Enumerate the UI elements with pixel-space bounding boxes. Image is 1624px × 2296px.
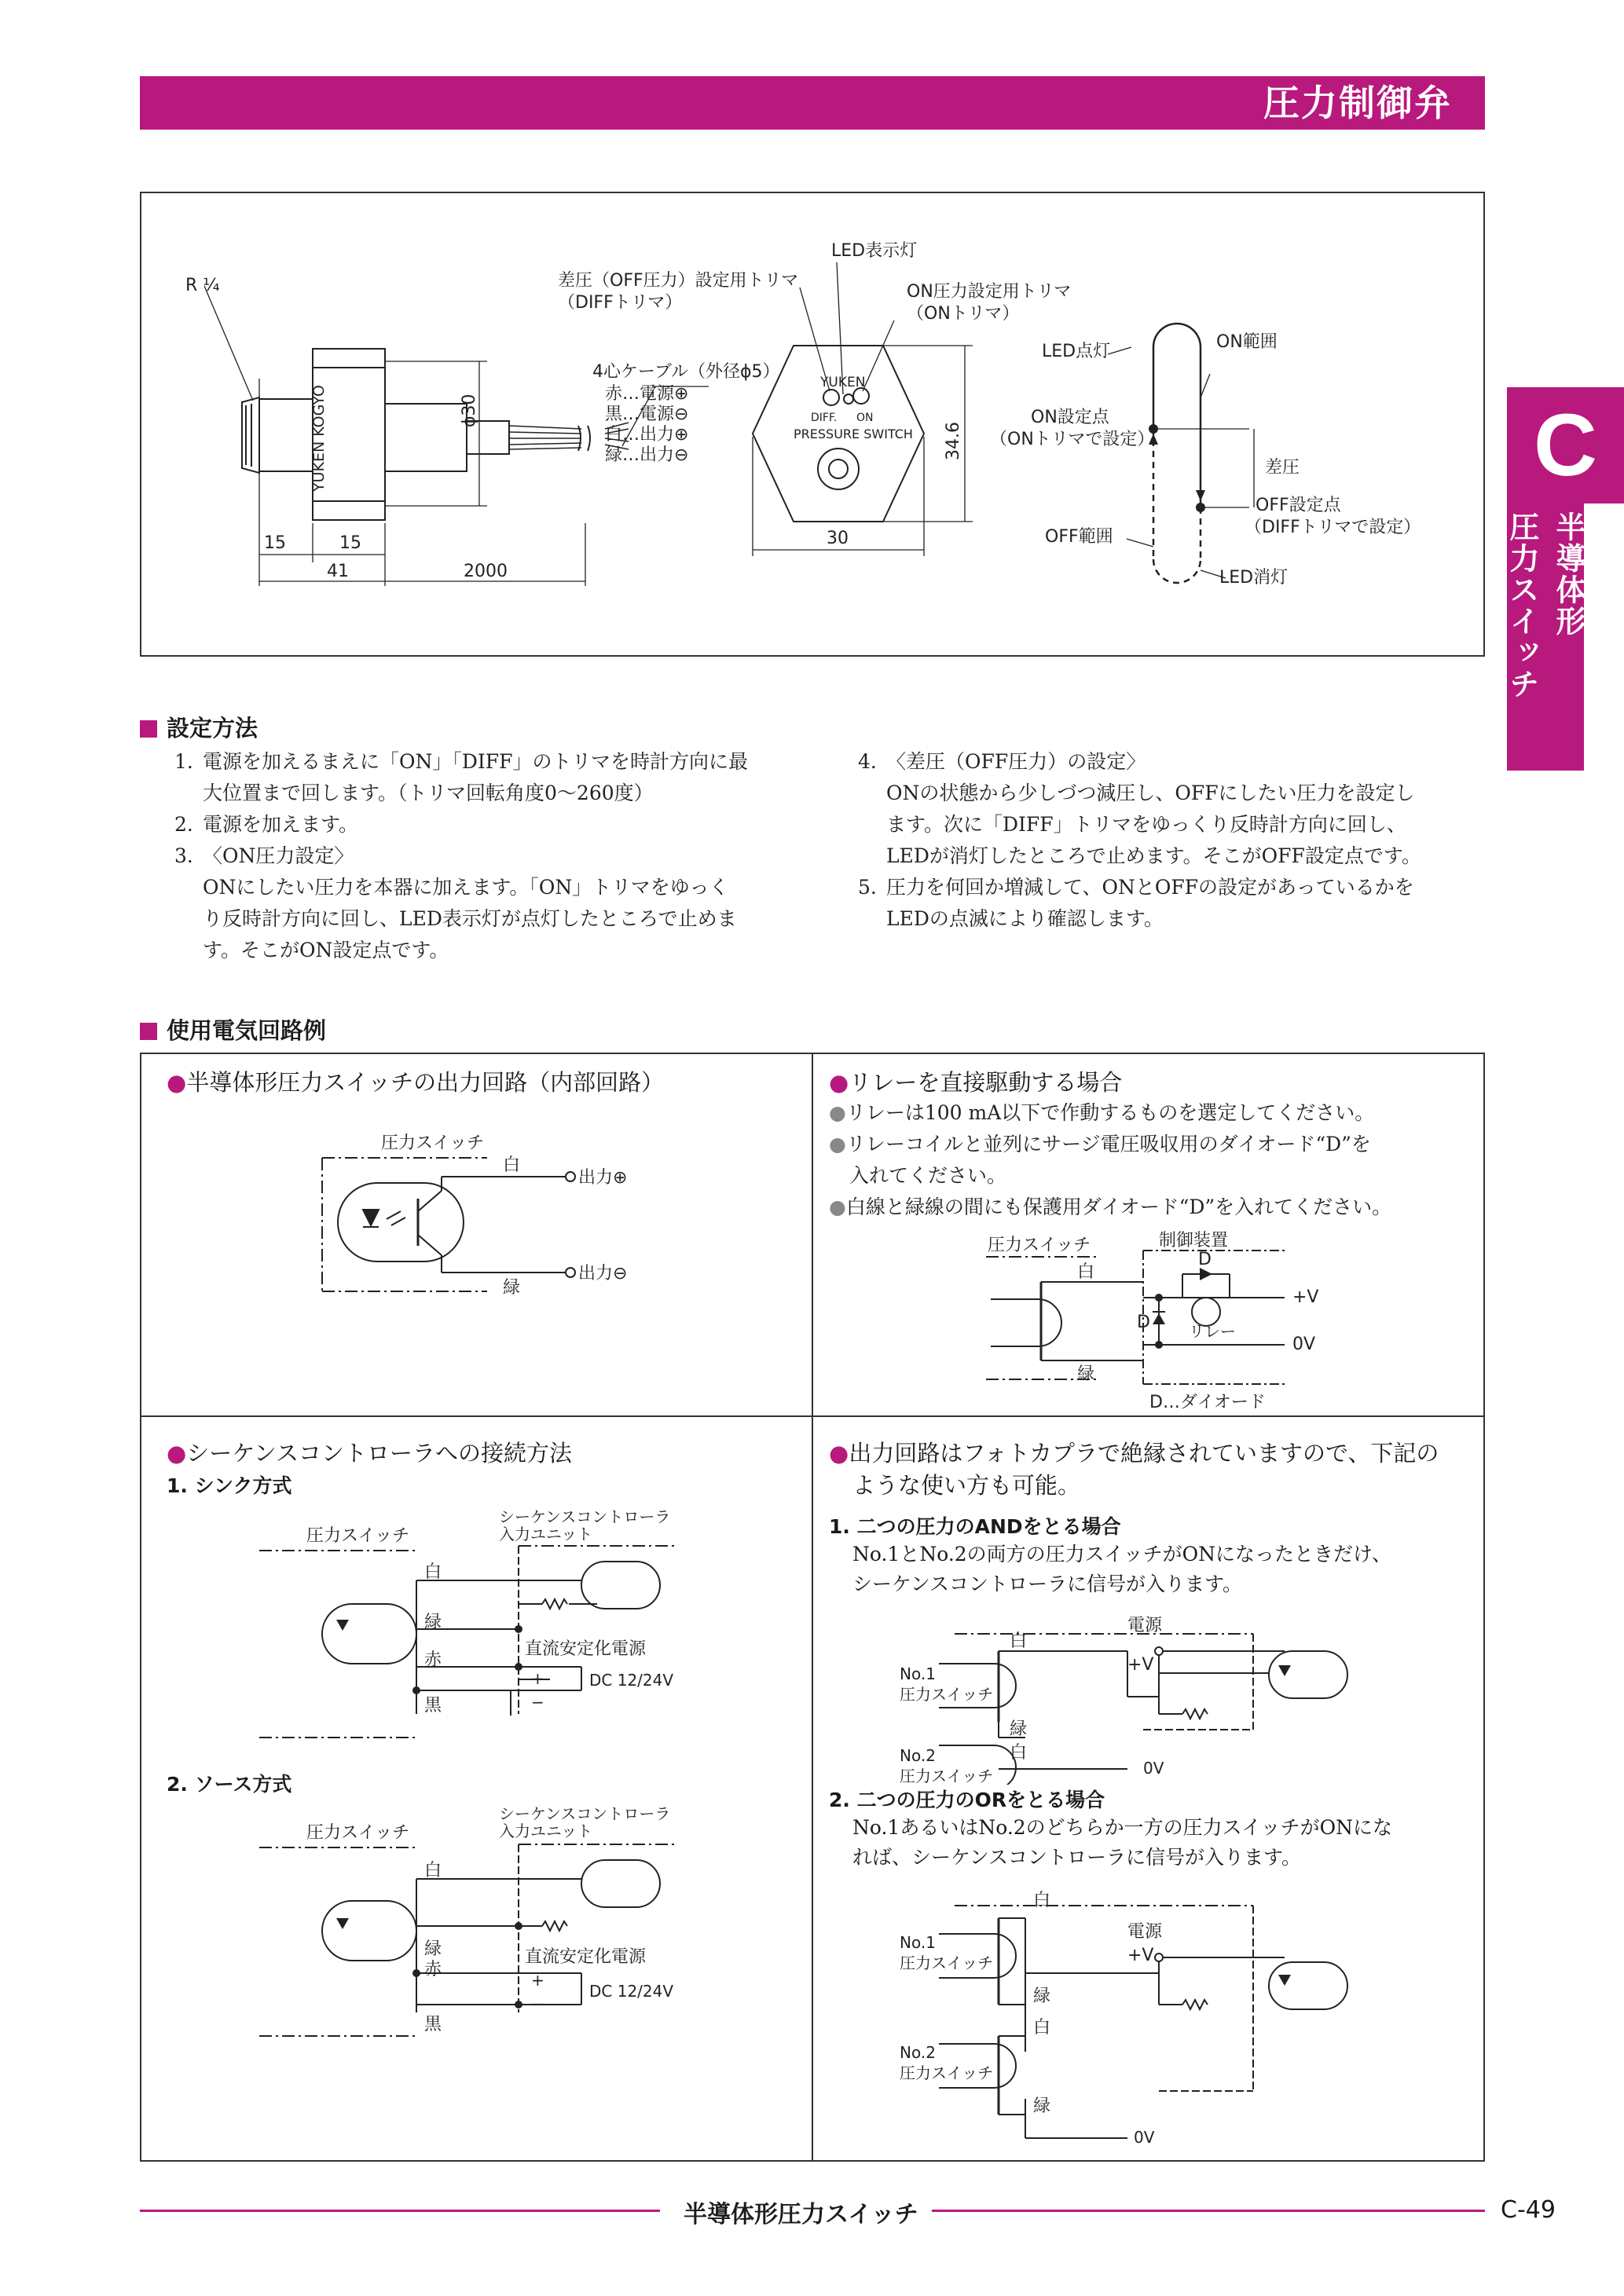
- switch-label: 圧力スイッチ: [900, 1685, 994, 1704]
- step-number: 3.: [174, 844, 193, 867]
- face-brand: YUKEN: [820, 375, 866, 390]
- q3-heading-text: シーケンスコントローラへの接続方法: [186, 1440, 572, 1467]
- control-device-label: 制御装置: [1159, 1231, 1229, 1251]
- section-letter: C: [1534, 396, 1597, 494]
- zero-v-label: 0V: [1143, 1759, 1164, 1778]
- on-point-sub: （ONトリマで設定）: [990, 430, 1155, 449]
- wire-black-label: 黒: [424, 1696, 442, 1716]
- settings-right-column: [858, 746, 1487, 935]
- dimension-figure: [140, 192, 1485, 657]
- switch-label: 圧力スイッチ: [988, 1236, 1091, 1255]
- plus-v-label: +V: [1127, 1946, 1154, 1965]
- page-number: C-49: [1501, 2196, 1556, 2224]
- relay-label: リレー: [1189, 1322, 1236, 1341]
- wire-white-label: 白: [424, 1861, 442, 1880]
- q2-diagram: [813, 1227, 1483, 1415]
- output-plus-label: 出力⊕: [578, 1168, 628, 1188]
- wire-green: 緑…出力⊖: [605, 445, 689, 465]
- step-text: 圧力を何回か増減して、ONとOFFの設定があっているかを: [886, 876, 1414, 899]
- diode-top-label: D: [1198, 1250, 1212, 1269]
- settings-left-column: [174, 746, 827, 966]
- sc-input-label-1: シーケンスコントローラ: [499, 1804, 671, 1823]
- dim-30: 30: [827, 529, 849, 548]
- wire-white-label: 白: [503, 1155, 521, 1175]
- on-trimmer-sub: （ONトリマ）: [907, 304, 1020, 324]
- step-4: [858, 746, 1487, 872]
- step-text: 大位置まで回します。（トリマ回転角度0〜260度）: [203, 782, 654, 804]
- step-number: 1.: [174, 750, 193, 773]
- plus-v-label: +V: [1127, 1655, 1154, 1675]
- and-desc-1: No.1とNo.2の両方の圧力スイッチがONになったときだけ、: [852, 1543, 1392, 1565]
- wire-white-label: 白: [424, 1562, 442, 1582]
- off-range-label: OFF範囲: [1045, 527, 1113, 547]
- zero-v-label: 0V: [1134, 2128, 1155, 2147]
- wire-white-label: 白: [1010, 1631, 1028, 1651]
- q2-heading-text: リレーを直接駆動する場合: [849, 1069, 1123, 1096]
- plus-label: +: [531, 1669, 544, 1688]
- thread-label: R ¼: [185, 276, 220, 295]
- step-text: 〈ON圧力設定〉: [203, 844, 354, 867]
- source-diagram: [141, 1800, 812, 2154]
- wire-green-label: 緑: [1033, 1987, 1051, 2006]
- footer-rule-left: [140, 2210, 660, 2212]
- led-on-label: LED点灯: [1042, 342, 1111, 361]
- cable-label: 4心ケーブル（外径ϕ5）: [592, 362, 780, 382]
- step-2: [174, 809, 827, 840]
- step-text: 電源を加えます。: [203, 813, 359, 836]
- diff-trimmer-sub: （DIFFトリマ）: [558, 293, 683, 313]
- led-off-label: LED消灯: [1219, 568, 1289, 588]
- zero-v-label: 0V: [1292, 1335, 1316, 1354]
- footer-title: 半導体形圧力スイッチ: [684, 2201, 918, 2228]
- diff-pressure-label: 差圧: [1265, 458, 1300, 478]
- face-label: PRESSURE SWITCH: [794, 427, 913, 441]
- off-point-label: OFF設定点: [1256, 496, 1341, 515]
- plus-label: +: [531, 1971, 544, 1990]
- step-3: [174, 840, 827, 966]
- step-text: ONの状態から少しづつ減圧し、OFFにしたい圧力を設定し: [886, 782, 1415, 804]
- no1-label: No.1: [900, 1933, 936, 1952]
- wire-black: 黒…電源⊖: [605, 405, 689, 424]
- switch-label: 圧力スイッチ: [900, 2063, 994, 2082]
- and-diagram: [813, 1612, 1483, 1785]
- switch-label: 圧力スイッチ: [306, 1823, 410, 1843]
- q1-heading: ●半導体形圧力スイッチの出力回路（内部回路）: [167, 1069, 665, 1096]
- page-title: 圧力制御弁: [1263, 82, 1452, 124]
- or-diagram: [813, 1887, 1483, 2154]
- switch-label: 圧力スイッチ: [900, 1767, 994, 1785]
- wire-white-label: 白: [1033, 1891, 1051, 1910]
- step-number: 5.: [858, 876, 877, 899]
- footer-rule-right: [932, 2210, 1485, 2212]
- step-text: 〈差圧（OFF圧力）の設定〉: [886, 750, 1146, 773]
- no1-label: No.1: [900, 1664, 936, 1683]
- wire-white: 白…出力⊕: [605, 425, 689, 445]
- wire-white-label: 白: [1033, 2018, 1051, 2038]
- step-number: 2.: [174, 813, 193, 836]
- wire-green-label: 緑: [1077, 1364, 1095, 1384]
- diode-note: D…ダイオード: [1149, 1393, 1266, 1412]
- wire-green-label: 緑: [424, 1613, 442, 1632]
- off-point-sub: （DIFFトリマで設定）: [1245, 518, 1421, 537]
- sc-input-label-1: シーケンスコントローラ: [499, 1507, 671, 1526]
- circuits-panel: [140, 1053, 1485, 2162]
- wire-green-label: 緑: [503, 1278, 521, 1298]
- wire-white-label: 白: [1077, 1262, 1095, 1282]
- or-title: 2. 二つの圧力のORをとる場合: [829, 1789, 1105, 1811]
- switch-label: 圧力スイッチ: [381, 1133, 485, 1153]
- on-trimmer-label: ON圧力設定用トリマ: [907, 282, 1072, 302]
- q4-text: [829, 1436, 1473, 1599]
- diff-trimmer-label: 差圧（OFF圧力）設定用トリマ: [558, 271, 799, 291]
- step-text: LEDが消灯したところで止めます。そこがOFF設定点です。: [886, 844, 1421, 867]
- q2-note-cont: 入れてください。: [849, 1164, 1007, 1187]
- on-range-label: ON範囲: [1216, 332, 1278, 352]
- q4-heading-line1: 出力回路はフォトカプラで絶縁されていますので、下記の: [849, 1440, 1439, 1467]
- heading-square: [140, 720, 157, 738]
- q2-heading: ●リレーを直接駆動する場合: [829, 1069, 1123, 1096]
- diode-left-label: D: [1137, 1313, 1150, 1332]
- wire-red-label: 赤: [424, 1650, 442, 1670]
- minus-label: −: [531, 1693, 544, 1712]
- horizontal-divider: [141, 1415, 1483, 1417]
- settings-title: 設定方法: [167, 715, 258, 742]
- q4-heading-line2: ような使い方も可能。: [852, 1472, 1081, 1499]
- wire-white-label: 白: [1010, 1743, 1028, 1763]
- power-label: 電源: [1127, 1922, 1163, 1942]
- section-label-line2: 圧力スイッチ: [1505, 511, 1539, 700]
- plus-v-label: +V: [1292, 1287, 1319, 1307]
- dc-label: DC 12/24V: [589, 1982, 674, 2001]
- power-label: 電源: [1127, 1616, 1163, 1635]
- dimension-drawing: [141, 193, 1487, 658]
- psu-label: 直流安定化電源: [525, 1947, 647, 1967]
- section-label: [1507, 504, 1584, 771]
- q2-note: ●リレーは100 mA以下で作動するものを選定してください。: [829, 1101, 1375, 1124]
- step-text: す。そこがON設定点です。: [203, 939, 449, 961]
- switch-label: 圧力スイッチ: [306, 1526, 410, 1546]
- dim-15a: 15: [264, 533, 286, 553]
- q4-heading: ●出力回路はフォトカプラで絶縁されていますので、下記の: [829, 1440, 1439, 1467]
- dc-label: DC 12/24V: [589, 1671, 674, 1690]
- step-text: ONにしたい圧力を本器に加えます。「ON」トリマをゆっく: [203, 876, 729, 899]
- dim-2000: 2000: [464, 562, 508, 581]
- step-text: り反時計方向に回し、LED表示灯が点灯したところで止めま: [203, 907, 737, 930]
- wire-green-label: 緑: [424, 1939, 442, 1959]
- wire-red: 赤…電源⊕: [605, 384, 689, 404]
- q1-heading-text: 半導体形圧力スイッチの出力回路（内部回路）: [186, 1069, 665, 1096]
- circuits-title: 使用電気回路例: [167, 1017, 327, 1044]
- and-title: 1. 二つの圧力のANDをとる場合: [829, 1515, 1121, 1538]
- face-diff: DIFF.: [811, 412, 838, 424]
- heading-square: [140, 1023, 157, 1040]
- section-band: [1507, 504, 1584, 771]
- wire-green-label: 緑: [1010, 1719, 1028, 1739]
- source-title: 2. ソース方式: [167, 1773, 292, 1796]
- wire-red-label: 赤: [424, 1960, 442, 1979]
- step-1: [174, 746, 827, 809]
- dim-phi30: ϕ30: [460, 394, 479, 427]
- q1-diagram: [141, 1101, 812, 1415]
- q3-heading: ●シーケンスコントローラへの接続方法: [167, 1440, 572, 1467]
- face-on: ON: [856, 412, 874, 424]
- dim-41: 41: [327, 562, 349, 581]
- or-desc-2: れば、シーケンスコントローラに信号が入ります。: [852, 1846, 1302, 1869]
- sc-input-label-2: 入力ユニット: [499, 1525, 593, 1543]
- q4-or-text: [829, 1785, 1473, 1873]
- step-5: [858, 872, 1487, 935]
- and-desc-2: シーケンスコントローラに信号が入ります。: [852, 1573, 1243, 1595]
- switch-label: 圧力スイッチ: [900, 1954, 994, 1972]
- header-bar: [140, 76, 1485, 130]
- section-label-line1: 半導体形: [1551, 511, 1586, 637]
- or-desc-1: No.1あるいはNo.2のどちらか一方の圧力スイッチがONにな: [852, 1816, 1393, 1839]
- sink-diagram: [141, 1502, 812, 1792]
- minus-label: −: [531, 1994, 544, 2013]
- psu-label: 直流安定化電源: [525, 1639, 647, 1659]
- led-lamp-label: LED表示灯: [831, 241, 918, 261]
- step-text: LEDの点滅により確認します。: [886, 907, 1164, 930]
- q2-text: [829, 1065, 1473, 1223]
- no2-label: No.2: [900, 2043, 936, 2062]
- output-minus-label: 出力⊖: [578, 1264, 628, 1283]
- settings-heading: [140, 711, 258, 743]
- circuits-heading: [140, 1013, 326, 1045]
- step-text: 電源を加えるまえに「ON」「DIFF」のトリマを時計方向に最: [203, 750, 748, 773]
- dim-34-6: 34.6: [944, 422, 963, 460]
- body-brand: YUKEN KOGYO: [310, 385, 328, 492]
- wire-green-label: 緑: [1033, 2096, 1051, 2116]
- switch-cap: [385, 404, 467, 471]
- q2-note: ●白線と緑線の間にも保護用ダイオード“D”を入れてください。: [829, 1196, 1392, 1218]
- step-text: ます。次に「DIFF」トリマをゆっくり反時計方向に回し、: [886, 813, 1406, 836]
- section-tab: [1507, 387, 1624, 504]
- wire-black-label: 黒: [424, 2015, 442, 2034]
- dim-15b: 15: [339, 533, 361, 553]
- on-point-label: ON設定点: [1031, 408, 1109, 427]
- q2-notes: [829, 1097, 1473, 1223]
- q2-note: ●リレーコイルと並列にサージ電圧吸収用のダイオード“D”を: [829, 1133, 1371, 1155]
- sc-input-label-2: 入力ユニット: [499, 1822, 593, 1840]
- no2-label: No.2: [900, 1746, 936, 1765]
- sink-title: 1. シンク方式: [167, 1474, 292, 1497]
- step-number: 4.: [858, 750, 877, 773]
